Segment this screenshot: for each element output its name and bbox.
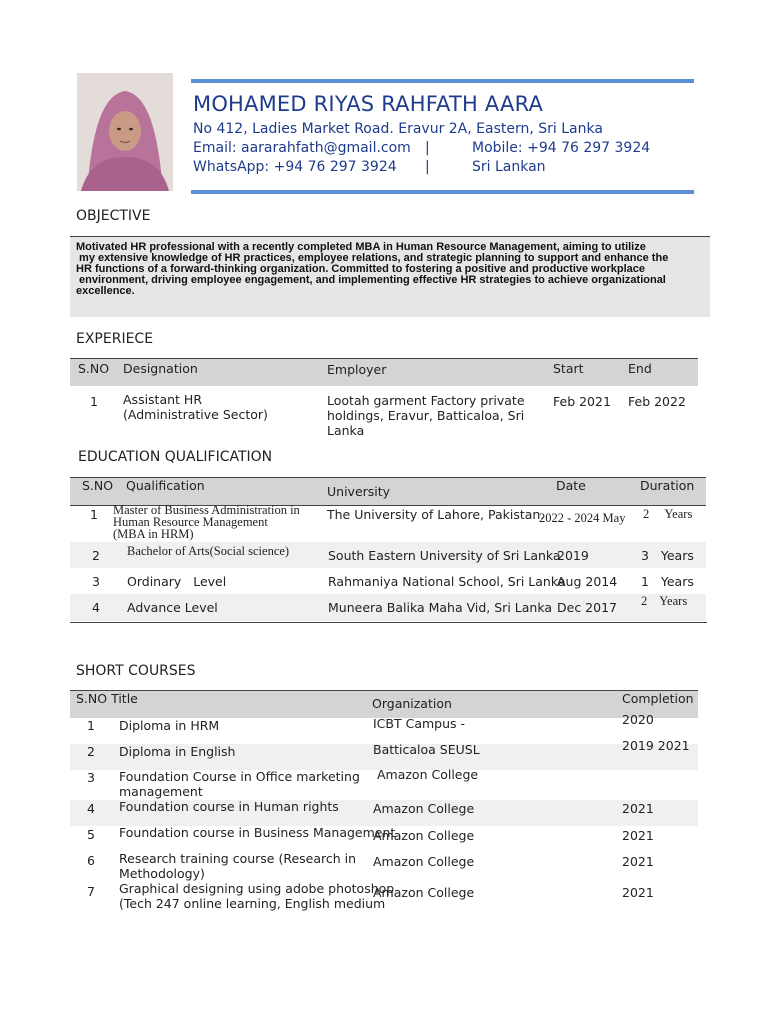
header-bottom-rule bbox=[191, 190, 694, 194]
course-row-sno: 3 bbox=[87, 770, 95, 785]
education-row-duration: 1 Years bbox=[641, 574, 694, 589]
education-header-date: Date bbox=[556, 478, 586, 493]
education-header-duration: Duration bbox=[640, 478, 695, 493]
short-courses-header-sno-title: S.NO Title bbox=[76, 691, 138, 706]
course-row-sno: 5 bbox=[87, 827, 95, 842]
course-title-line: Research training course (Research in bbox=[119, 851, 357, 866]
employer-line: Lootah garment Factory private bbox=[327, 393, 525, 408]
employer-line: holdings, Eravur, Batticaloa, Sri bbox=[327, 408, 525, 423]
course-row-sno: 7 bbox=[87, 884, 95, 899]
divider bbox=[70, 622, 707, 623]
course-title-line: Foundation Course in Office marketing bbox=[119, 769, 360, 784]
education-row-date: 2022 - 2024 May bbox=[539, 511, 626, 525]
education-header-university: University bbox=[327, 484, 391, 499]
qualification-line: (MBA in HRM) bbox=[113, 527, 194, 541]
education-row-date: Aug 2014 bbox=[557, 574, 618, 589]
education-row-duration: 2 Years bbox=[643, 507, 693, 521]
objective-line: HR functions of a forward-thinking organization. Committed to fostering a positive and productive workplace bbox=[76, 263, 645, 275]
course-row-organization: Amazon College bbox=[373, 828, 475, 843]
profile-photo-icon bbox=[77, 73, 173, 191]
separator: | bbox=[425, 159, 430, 175]
education-header-qualification: Qualification bbox=[126, 478, 205, 493]
qualification-line: Master of Business Administration in bbox=[113, 503, 300, 517]
full-name: MOHAMED RIYAS RAHFATH AARA bbox=[193, 92, 544, 116]
education-row-duration: 3 Years bbox=[641, 548, 694, 563]
mobile: Mobile: +94 76 297 3924 bbox=[472, 140, 651, 156]
education-row-qualification: Advance Level bbox=[127, 600, 218, 615]
experience-title: EXPERIECE bbox=[76, 331, 154, 347]
objective-text bbox=[76, 242, 706, 297]
nationality: Sri Lankan bbox=[472, 159, 546, 175]
education-row-university: Muneera Balika Maha Vid, Sri Lanka bbox=[328, 600, 552, 615]
education-row-sno: 4 bbox=[92, 600, 100, 615]
experience-header-sno: S.NO bbox=[78, 361, 110, 376]
education-row-qualification: Ordinary Level bbox=[127, 574, 227, 589]
designation-line: (Administrative Sector) bbox=[123, 407, 268, 422]
course-row-title: Diploma in HRM bbox=[119, 718, 220, 733]
experience-header-start: Start bbox=[553, 361, 584, 376]
objective-line: Motivated HR professional with a recently completed MBA in Human Resource Management, aiming to utilize bbox=[76, 241, 646, 253]
experience-header-designation: Designation bbox=[123, 361, 198, 376]
education-row-qualification: Bachelor of Arts(Social science) bbox=[127, 544, 290, 558]
education-row-university: Rahmaniya National School, Sri Lanka bbox=[328, 574, 566, 589]
course-row-title bbox=[119, 881, 394, 911]
experience-row-employer bbox=[327, 393, 525, 438]
course-row-sno: 2 bbox=[87, 744, 95, 759]
education-row-sno: 2 bbox=[92, 548, 100, 563]
course-row-title: Diploma in English bbox=[119, 744, 236, 759]
divider bbox=[70, 358, 698, 359]
education-row-qualification bbox=[113, 504, 300, 540]
course-title-line: Graphical designing using adobe photoshop bbox=[119, 881, 395, 896]
profile-photo bbox=[77, 73, 173, 191]
objective-line: my extensive knowledge of HR practices, employee relations, and strategic planning to support and enhance the bbox=[76, 252, 669, 264]
course-title-line: management bbox=[119, 784, 203, 799]
objective-line: excellence. bbox=[76, 285, 135, 297]
objective-line: environment, driving employee engagement, and implementing effective HR strategies to achieve organizational bbox=[76, 274, 666, 286]
education-row-university: South Eastern University of Sri Lanka bbox=[328, 548, 561, 563]
experience-header-end: End bbox=[628, 361, 652, 376]
education-row-duration: 2 Years bbox=[641, 594, 688, 608]
experience-row-sno: 1 bbox=[90, 394, 98, 409]
short-courses-title: SHORT COURSES bbox=[76, 663, 196, 679]
education-row-university: The University of Lahore, Pakistan. bbox=[327, 507, 545, 522]
designation-line: Assistant HR bbox=[123, 392, 203, 407]
course-row-organization: Amazon College bbox=[373, 885, 475, 900]
separator: | bbox=[425, 140, 430, 156]
divider bbox=[70, 690, 698, 691]
course-row-completion: 2021 bbox=[622, 801, 654, 816]
course-row-completion: 2021 bbox=[622, 828, 654, 843]
course-row-organization: Amazon College bbox=[373, 767, 479, 782]
experience-row-designation bbox=[123, 392, 268, 422]
course-row-sno: 1 bbox=[87, 718, 95, 733]
course-row-completion: 2021 bbox=[622, 885, 654, 900]
course-row-title: Foundation course in Business Management bbox=[119, 825, 396, 840]
education-row-date: 2019 bbox=[557, 548, 589, 563]
course-row-organization: Amazon College bbox=[373, 801, 475, 816]
course-row-title: Foundation course in Human rights bbox=[119, 799, 339, 814]
course-row-title bbox=[119, 851, 356, 881]
course-row-organization: Amazon College bbox=[373, 854, 475, 869]
course-row-organization: Batticaloa SEUSL bbox=[373, 742, 480, 757]
education-row-sno: 1 bbox=[90, 507, 98, 522]
short-courses-header-completion: Completion bbox=[622, 691, 694, 706]
address: No 412, Ladies Market Road. Eravur 2A, Eastern, Sri Lanka bbox=[193, 121, 603, 137]
objective-title: OBJECTIVE bbox=[76, 208, 151, 224]
education-title: EDUCATION QUALIFICATION bbox=[78, 449, 273, 465]
qualification-line: Human Resource Management bbox=[113, 515, 268, 529]
employer-line: Lanka bbox=[327, 423, 365, 438]
course-row-sno: 6 bbox=[87, 853, 95, 868]
header-top-rule bbox=[191, 79, 694, 83]
course-row-completion: 2019 2021 bbox=[622, 738, 690, 753]
experience-row-start: Feb 2021 bbox=[553, 394, 611, 409]
short-courses-header-organization: Organization bbox=[372, 696, 452, 711]
email: Email: aararahfath@gmail.com bbox=[193, 140, 411, 156]
course-row-completion: 2021 bbox=[622, 854, 654, 869]
education-row-sno: 3 bbox=[92, 574, 100, 589]
course-row-completion: 2020 bbox=[622, 712, 654, 727]
whatsapp: WhatsApp: +94 76 297 3924 bbox=[193, 159, 397, 175]
course-row-organization: ICBT Campus - bbox=[373, 716, 466, 731]
experience-header-employer: Employer bbox=[327, 362, 387, 377]
education-row-date: Dec 2017 bbox=[557, 600, 617, 615]
experience-row-end: Feb 2022 bbox=[628, 394, 686, 409]
course-row-sno: 4 bbox=[87, 801, 95, 816]
education-header-sno: S.NO bbox=[82, 478, 114, 493]
course-title-line: (Tech 247 online learning, English medium bbox=[119, 896, 386, 911]
course-row-title bbox=[119, 769, 360, 799]
course-title-line: Methodology) bbox=[119, 866, 205, 881]
